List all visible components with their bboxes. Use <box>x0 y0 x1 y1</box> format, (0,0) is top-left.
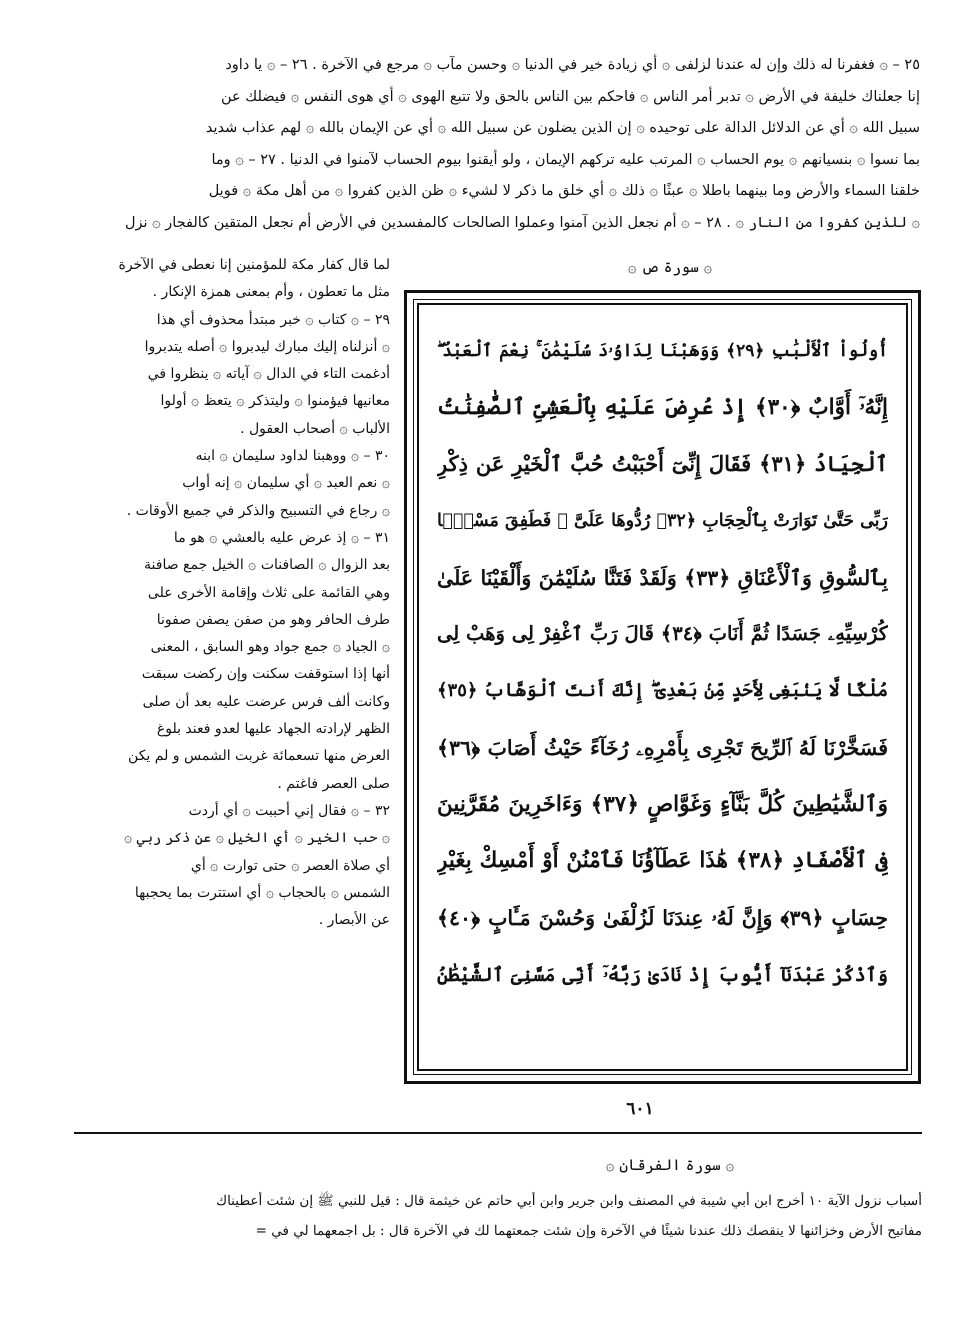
quran-text <box>437 323 888 1051</box>
side-commentary-line: ٣١ – ۞ إذ عرض عليه بالعشي ۞ هو ما <box>173 529 390 546</box>
quran-line: أُولُواْ ٱلْأَلْبَٰبِ ﴿٢٩﴾ وَوَهَبْنَا لِدَاوُۥدَ سُلَيْمَٰنَ ۚ نِعْمَ ٱلْعَبْدُ ۖ <box>437 341 888 361</box>
quran-line: وَٱذْكُرْ عَبْدَنَآ أَيُّوبَ إِذْ نَادَىٰ رَبَّهُۥٓ أَنِّى مَسَّنِىَ ٱلشَّيْطَٰنُ <box>437 963 888 986</box>
side-commentary-line: العرض منها تسعمائة غربت الشمس و لم يكن <box>128 748 390 765</box>
commentary-line: ۞ للذين كفروا من النار ۞ . ٢٨ – ۞ أم نجعل الذين آمنوا وعملوا الصالحات كالمفسدين في الأرض أم نجعل المتقين كالفجار ۞ نزل <box>124 214 920 231</box>
side-commentary-line: وكانت ألف فرس عرضت عليه بعد أن صلى <box>142 693 390 710</box>
quran-line: وَٱلشَّيَٰطِينَ كُلَّ بَنَّآءٍ وَغَوَّاصٍ ﴿٣٧﴾ وَءَاخَرِينَ مُقَرَّنِينَ <box>437 791 888 817</box>
quran-line: فِى ٱلْأَصْفَادِ ﴿٣٨﴾ هَٰذَا عَطَآؤُنَا فَٱمْنُنْ أَوْ أَمْسِكْ بِغَيْرِ <box>437 848 888 874</box>
quran-line: ٱلْجِيَادُ ﴿٣١﴾ فَقَالَ إِنِّىٓ أَحْبَبْتُ حُبَّ ٱلْخَيْرِ عَن ذِكْرِ <box>437 451 888 477</box>
commentary-line: بما نسوا ۞ بنسيانهم ۞ يوم الحساب ۞ المرتب عليه تركهم الإيمان ، ولو أيقنوا بيوم الحساب لآمنوا في الدنيا . ٢٧ – ۞ وما <box>211 151 920 168</box>
side-commentary-line: طرف الحافر وهو من صفن يصفن صفونا <box>156 611 390 628</box>
side-commentary-line: أي صلاة العصر ۞ حتى توارت ۞ أي <box>190 857 390 874</box>
side-commentary-line: معانيها فيؤمنوا ۞ وليتذكر ۞ يتعظ ۞ أولوا <box>160 393 390 410</box>
side-commentary-line: ٣٢ – ۞ فقال إني أحببت ۞ أي أردت <box>188 802 390 819</box>
footnote-line: أسباب نزول الآية ١٠ أخرج ابن أبي شيبة في المصنف وابن جرير وابن أبي حاتم عن خيثمة قال : قيل للنبي ﷺ إن شئت أعطيناك <box>215 1193 922 1209</box>
side-commentary-line: أدغمت التاء في الدال ۞ آياته ۞ ينظروا في <box>147 366 390 383</box>
side-commentary-line: ۞ الجياد ۞ جمع جواد وهو السابق ، المعنى <box>150 639 390 656</box>
quran-line: كُرْسِيِّهِۦ جَسَدًا ثُمَّ أَنَابَ ﴿٣٤﴾ قَالَ رَبِّ ٱغْفِرْ لِى وَهَبْ لِى <box>437 622 888 646</box>
side-commentary-line: صلى العصر فاغتم . <box>277 775 390 792</box>
page-number: ٦٠١ <box>626 1099 654 1119</box>
commentary-line: خلقنا السماء والأرض وما بينهما باطلا ۞ عبثًا ۞ ذلك ۞ أي خلق ما ذكر لا لشيء ۞ ظن الذين كفروا ۞ من أهل مكة ۞ فويل <box>208 183 920 199</box>
side-commentary-line: ۞ نعم العبد ۞ أي سليمان ۞ إنه أواب <box>182 475 390 492</box>
quran-line: بِٱلسُّوقِ وَٱلْأَعْنَاقِ ﴿٣٣﴾ وَلَقَدْ فَتَنَّا سُلَيْمَٰنَ وَأَلْقَيْنَا عَلَىٰ <box>437 565 888 590</box>
footnote-divider <box>74 1132 922 1134</box>
quran-line: فَسَخَّرْنَا لَهُ ٱلرِّيحَ تَجْرِى بِأَمْرِهِۦ رُخَآءً حَيْثُ أَصَابَ ﴿٣٦﴾ <box>437 735 888 760</box>
side-commentary-line: لما قال كفار مكة للمؤمنين إنا نعطى في الآخرة <box>118 257 390 273</box>
footnote-line: مفاتيح الأرض وخزائنها لا ينقصك ذلك عندنا شيئًا في الآخرة وإن شئت جمعتهما لك في الآخرة قال : بل اجمعهما لي في = <box>255 1223 922 1239</box>
footnote-header: ۞ سورة الفرقان ۞ <box>605 1156 735 1174</box>
quran-line: مُلْكًا لَّا يَنۢبَغِى لِأَحَدٍ مِّنۢ بَعْدِىٓ ۖ إِنَّكَ أَنتَ ٱلْوَهَّابُ ﴿٣٥﴾ <box>437 680 888 702</box>
top-commentary <box>74 50 920 239</box>
quran-line: إِنَّهُۥٓ أَوَّابٌ ﴿٣٠﴾ إِذْ عُرِضَ عَلَيْهِ بِٱلْعَشِىِّ ٱلصَّٰفِنَٰتُ <box>437 394 888 420</box>
side-commentary-line: ۞ رجاع في التسبيح والذكر في جميع الأوقات . <box>126 502 390 519</box>
commentary-line: ٢٥ – ۞ فغفرنا له ذلك وإن له عندنا لزلفى ۞ أي زيادة خير في الدنيا ۞ وحسن مآب ۞ مرجع في الآخرة . ٢٦ – ۞ يا داود <box>225 57 920 73</box>
quran-frame <box>404 290 921 1084</box>
side-commentary-line: ٣٠ – ۞ ووهبنا لداود سليمان ۞ ابنه <box>195 448 390 465</box>
side-commentary-line: ٢٩ – ۞ كتاب ۞ خبر مبتدأ محذوف أي هذا <box>156 311 390 328</box>
side-commentary-line: ۞ حب الخير ۞ أي الخيل ۞ عن ذكر ربي ۞ <box>124 830 390 847</box>
side-commentary <box>72 252 390 934</box>
side-commentary-line: بعد الزوال ۞ الصافنات ۞ الخيل جمع صافنة <box>144 557 390 574</box>
side-commentary-line: عن الأبصار . <box>318 912 390 929</box>
surah-header: ۞ سورة ص ۞ <box>627 258 713 276</box>
side-commentary-line: الألباب ۞ أصحاب العقول . <box>240 420 390 437</box>
side-commentary-line: الشمس ۞ بالحجاب ۞ أي استترت بما يحجبها <box>134 884 390 901</box>
quran-line: حِسَابٍ ﴿٣٩﴾ وَإِنَّ لَهُۥ عِندَنَا لَزُلْفَىٰ وَحُسْنَ مَـَٔابٍ ﴿٤٠﴾ <box>437 905 888 930</box>
commentary-line: إنا جعلناك خليفة في الأرض ۞ تدبر أمر الناس ۞ فاحكم بين الناس بالحق ولا تتبع الهوى ۞ أي هوى النفس ۞ فيضلك عن <box>220 88 920 105</box>
side-commentary-line: وهي القائمة على ثلاث وإقامة الأخرى على <box>147 584 390 601</box>
footnote <box>74 1186 922 1246</box>
side-commentary-line: مثل ما تعطون ، وأم بمعنى همزة الإنكار . <box>152 284 390 301</box>
commentary-line: سبيل الله ۞ أي عن الدلائل الدالة على توحيده ۞ إن الذين يضلون عن سبيل الله ۞ أي عن الإيمان بالله ۞ لهم عذاب شديد <box>205 120 920 136</box>
side-commentary-line: ۞ أنزلناه إليك مبارك ليدبروا ۞ أصله يتدبروا <box>144 338 390 355</box>
quran-line: رَبِّى حَتَّىٰ تَوَارَتْ بِٱلْحِجَابِ ﴿٣٢﴾ رُدُّوهَا عَلَىَّ ۖ فَطَفِقَ مَسْحًۢا <box>437 511 888 532</box>
side-commentary-line: أنها إذا استوقفت سكنت وإن ركضت سبقت <box>141 666 390 683</box>
side-commentary-line: الظهر لإرادته الجهاد عليها لعدو فعند بلوغ <box>156 721 390 738</box>
